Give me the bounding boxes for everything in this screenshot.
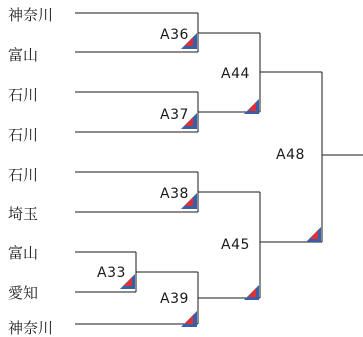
match-label-a45: A45 — [221, 237, 250, 253]
match-label-a38: A38 — [160, 186, 189, 202]
team-label: 富山 — [8, 46, 39, 64]
match-label-a36: A36 — [160, 27, 189, 43]
team-label: 埼玉 — [8, 205, 39, 223]
team-label: 神奈川 — [8, 319, 54, 337]
marker-a39 — [181, 311, 197, 327]
marker-a44 — [244, 99, 259, 114]
marker-a48 — [306, 227, 321, 242]
team-label: 石川 — [8, 166, 39, 184]
match-label-a44: A44 — [221, 66, 250, 82]
team-label: 石川 — [8, 86, 39, 104]
match-label-a37: A37 — [160, 107, 189, 123]
team-label: 愛知 — [8, 284, 39, 302]
team-label: 富山 — [8, 244, 39, 262]
match-label-a39: A39 — [160, 291, 189, 307]
marker-a45 — [244, 285, 259, 300]
team-label: 石川 — [8, 126, 39, 144]
match-label-a48: A48 — [276, 147, 305, 163]
team-label: 神奈川 — [8, 6, 54, 24]
match-label-a33: A33 — [97, 265, 126, 281]
